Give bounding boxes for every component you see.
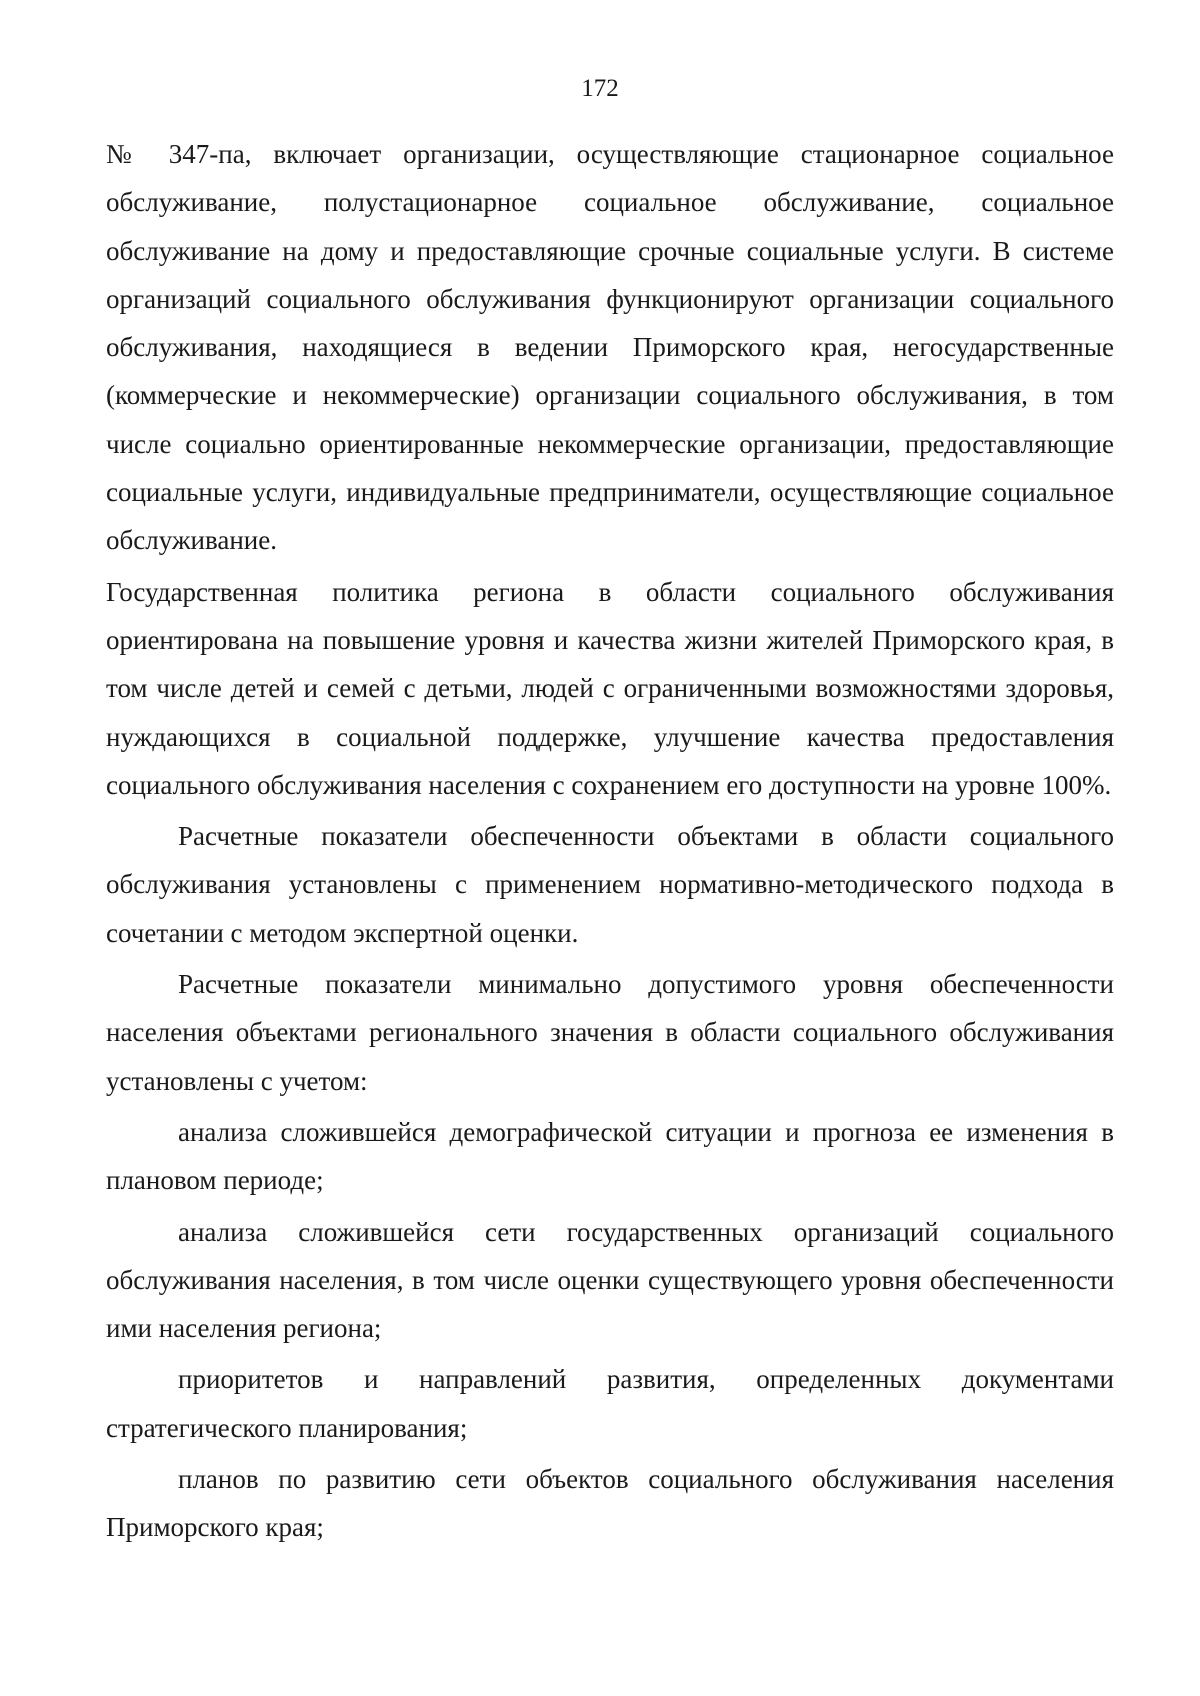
list-item-development-plans: планов по развитию сети объектов социального обслуживания населения Приморского края; — [106, 1464, 1114, 1543]
list-item-priorities: приоритетов и направлений развития, определенных документами стратегического планирования; — [106, 1364, 1114, 1443]
page-number: 172 — [581, 75, 619, 102]
paragraph-organizations: № 347-па, включает организации, осуществляющие стационарное социальное обслуживание, полустационарное социальное обслуживание, социальное обслуживание на дому и предоставляющие срочные социальные услуги. В системе организаций социального обслуживания функционируют организации социального обслуживания, находящиеся в ведении Приморского края, негосударственные (коммерческие и некоммерческие) организации социального обслуживания, в том числе социально ориентированные некоммерческие организации, предоставляющие социальные услуги, индивидуальные предприниматели, осуществляющие социальное обслуживание. — [106, 139, 1114, 556]
paragraph-calculated-indicators: Расчетные показатели обеспеченности объектами в области социального обслуживания установлены с применением нормативно-методического подхода в сочетании с методом экспертной оценки. — [106, 821, 1114, 948]
paragraph-state-policy: Государственная политика региона в области социального обслуживания ориентирована на повышение уровня и качества жизни жителей Приморского края, в том числе детей и семей с детьми, людей с ограниченными возможностями здоровья, нуждающихся в социальной поддержке, улучшение качества предоставления социального обслуживания населения с сохранением его доступности на уровне 100%. — [106, 576, 1114, 800]
document-body — [106, 130, 1114, 1552]
list-item-network-analysis: анализа сложившейся сети государственных организаций социального обслуживания населения, в том числе оценки существующего уровня обеспеченности ими населения региона; — [106, 1216, 1114, 1344]
list-item-demographic-analysis: анализа сложившейся демографической ситуации и прогноза ее изменения в плановом периоде; — [106, 1116, 1114, 1196]
paragraph-minimum-level-indicators: Расчетные показатели минимально допустимого уровня обеспеченности населения объектами регионального значения в области социального обслуживания установлены с учетом: — [106, 969, 1114, 1096]
